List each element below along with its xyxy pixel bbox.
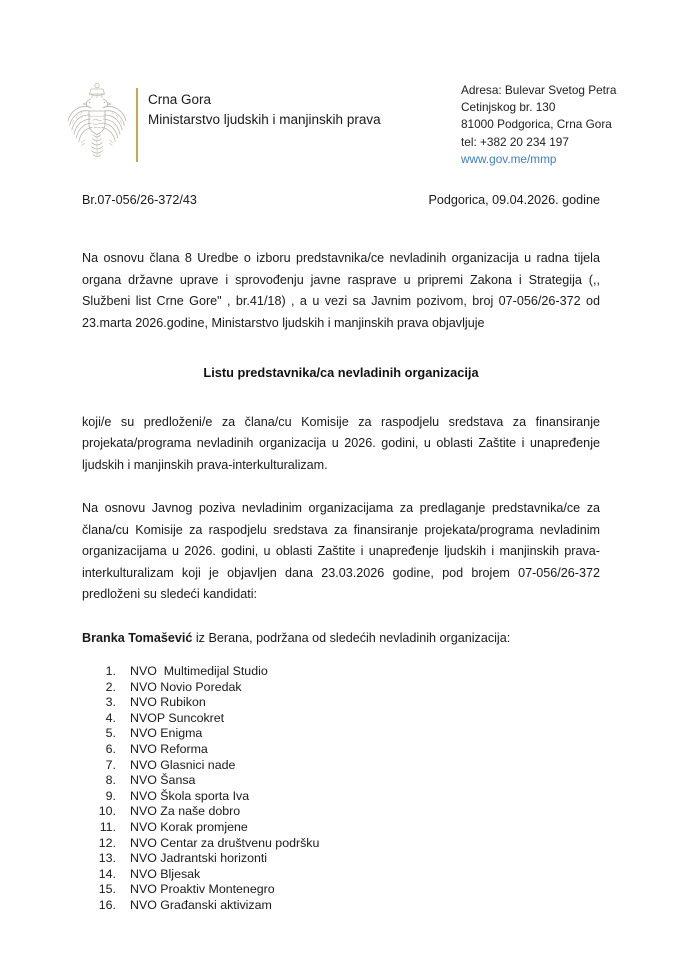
organization-block <box>148 90 448 130</box>
list-item-label: NVO Građanski aktivizam <box>130 897 272 912</box>
list-item-number: 10. <box>98 804 116 819</box>
list-item-number: 8. <box>105 773 116 788</box>
list-item-label: NVO Za naše dobro <box>130 804 241 819</box>
list-item-number: 14. <box>98 866 116 881</box>
list-item <box>82 789 512 805</box>
address-block <box>461 82 676 168</box>
reference-number: Br.07-056/26-372/43 <box>82 193 197 207</box>
website-link[interactable]: www.gov.me/mmp <box>461 151 557 166</box>
paragraph-public-call: Na osnovu Javnog poziva nevladinim organizacijama za predlaganje predstavnika/ce za člana/cu Komisije za raspodjelu sredstava za finansiranje projekata/programa nevladinim organizacijama u 2026. godini, u oblasti Zaštite i unapređenje ljudskih i manjinskih prava-interkulturalizam koji je objavljen dana 23.03.2026 godine, pod brojem 07-056/26-372 predloženi su sledeći kandidati: <box>82 501 600 601</box>
list-item-number: 9. <box>105 788 116 803</box>
list-item-label: NVOP Suncokret <box>130 710 225 725</box>
gold-vertical-divider-icon <box>136 88 138 162</box>
address-line-3: 81000 Podgorica, Crna Gora <box>461 117 612 132</box>
address-phone: tel: +382 20 234 197 <box>461 134 569 149</box>
list-item-number: 5. <box>105 726 116 741</box>
list-item-label: NVO Rubikon <box>130 695 206 710</box>
ministry-name: Ministarstvo ljudskih i manjinskih prava <box>148 112 381 127</box>
list-item <box>82 664 512 680</box>
list-item <box>82 867 512 883</box>
list-item <box>82 898 512 914</box>
list-item <box>82 742 512 758</box>
list-item-number: 15. <box>98 882 116 897</box>
list-item <box>82 680 512 696</box>
letterhead <box>0 0 679 175</box>
list-item <box>82 836 512 852</box>
list-item <box>82 773 512 789</box>
spacer <box>82 384 600 412</box>
list-item-label: NVO Enigma <box>130 726 203 741</box>
list-item-label: NVO Jadrantski horizonti <box>130 851 268 866</box>
page-title: Listu predstavnika/ca nevladinih organizacija <box>203 365 479 380</box>
list-item <box>82 851 512 867</box>
spacer <box>82 606 600 628</box>
list-item <box>82 695 512 711</box>
list-item-number: 6. <box>105 741 116 756</box>
list-item-label: NVO Bljesak <box>130 866 201 881</box>
list-item-label: NVO Centar za društvenu podršku <box>130 835 320 850</box>
country-name: Crna Gora <box>148 92 212 107</box>
document-body <box>82 248 600 649</box>
candidate-heading <box>82 628 600 650</box>
list-item-label: NVO Reforma <box>130 741 208 756</box>
list-item-number: 3. <box>105 695 116 710</box>
list-item-label: NVO Glasnici nade <box>130 757 236 772</box>
list-item-label: NVO Proaktiv Montenegro <box>130 882 275 897</box>
list-item-number: 13. <box>98 851 116 866</box>
list-item-label: NVO Korak promjene <box>130 819 248 834</box>
montenegro-coat-of-arms-icon <box>64 80 130 164</box>
list-item-number: 12. <box>98 835 116 850</box>
address-line-2: Cetinjskog br. 130 <box>461 100 556 115</box>
list-item-number: 2. <box>105 679 116 694</box>
nvo-organization-list <box>82 664 512 914</box>
list-item <box>82 820 512 836</box>
list-item <box>82 882 512 898</box>
list-item <box>82 758 512 774</box>
list-item-number: 11. <box>99 819 116 834</box>
address-line-1: Adresa: Bulevar Svetog Petra <box>461 83 617 97</box>
list-item-number: 7. <box>105 757 116 772</box>
list-item-number: 1. <box>105 664 116 678</box>
list-item-label: NVO Multimedijal Studio <box>130 664 268 678</box>
list-item-label: NVO Škola sporta Iva <box>130 788 250 803</box>
spacer <box>82 334 600 362</box>
spacer <box>82 476 600 498</box>
list-item <box>82 804 512 820</box>
list-item <box>82 711 512 727</box>
list-item-label: NVO Šansa <box>130 773 196 788</box>
list-item-number: 16. <box>98 897 116 912</box>
list-item <box>82 726 512 742</box>
reference-date-row <box>82 192 600 209</box>
candidate-name: Branka Tomašević <box>82 630 193 645</box>
place-and-date: Podgorica, 09.04.2026. godine <box>428 193 600 207</box>
list-item-number: 4. <box>105 710 116 725</box>
paragraph-nominees-scope: koji/e su predloženi/e za člana/cu Komisije za raspodjelu sredstava za finansiranje projekata/programa nevladinih organizacija u 2026. godini, u oblasti Zaštite i unapređenje ljudskih i manjinskih prava-interkulturalizam. <box>82 414 600 472</box>
list-item-label: NVO Novio Poredak <box>130 679 242 694</box>
candidate-supporting-text: iz Berana, podržana od sledećih nevladinih organizacija: <box>192 630 511 645</box>
paragraph-legal-basis: Na osnovu člana 8 Uredbe o izboru predstavnika/ce nevladinih organizacija u radna tijela organa državne uprave i sprovođenju javne rasprave u pripremi Zakona i Strategija (,, Službeni list Crne Gore" , br.41/18) , a u vezi sa Javnim pozivom, broj 07-056/26-372 od 23.marta 2026.godine, Ministarstvo ljudskih i manjinskih prava objavljuje <box>82 251 600 330</box>
